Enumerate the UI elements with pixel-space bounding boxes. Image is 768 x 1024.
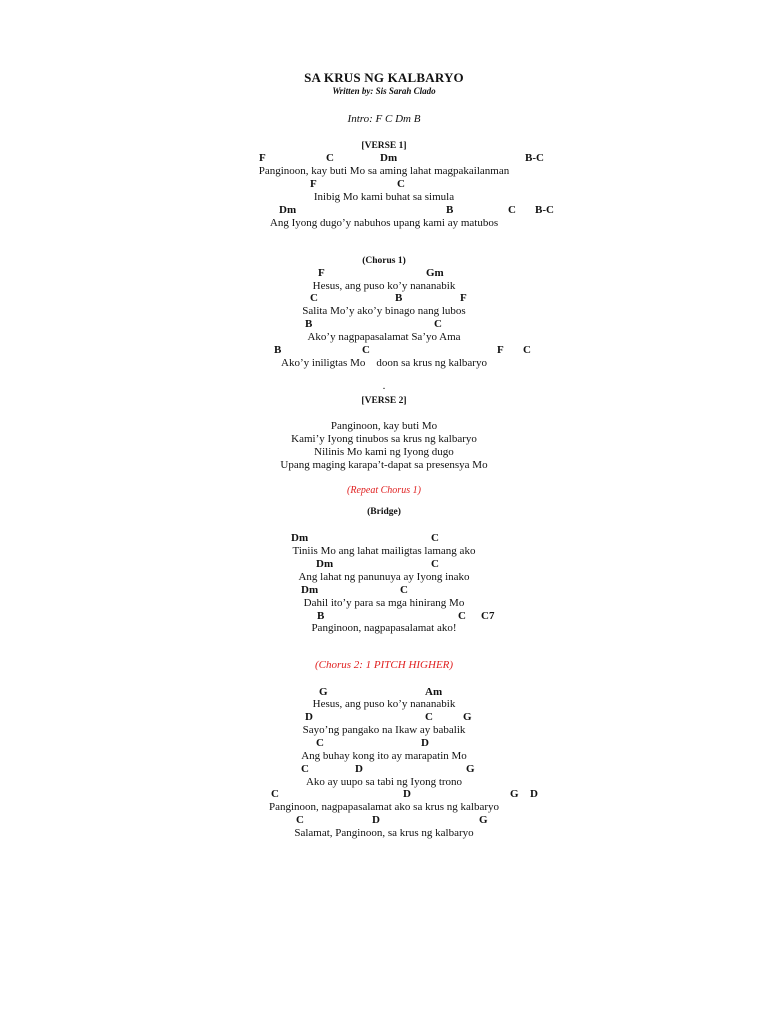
- song-author: Written by: Sis Sarah Clado: [332, 86, 436, 96]
- chord: C: [431, 532, 439, 544]
- chord: Dm: [291, 532, 309, 544]
- lyric-line: Panginoon, kay buti Mo sa aming lahat magpakailanman: [258, 165, 510, 177]
- lyric-line: Ako ay uupo sa tabi ng Iyong trono: [305, 776, 463, 788]
- lyric-line: Panginoon, nagpapasalamat ako sa krus ng kalbaryo: [268, 801, 500, 813]
- chord: C: [458, 610, 466, 622]
- lyric-line: Nilinis Mo kami ng Iyong dugo: [314, 446, 454, 458]
- verse2-label: [VERSE 2]: [361, 396, 407, 406]
- chord: Dm: [316, 558, 334, 570]
- chord: F: [318, 267, 325, 279]
- chord: B: [305, 318, 313, 330]
- lyric-line: Dahil ito’y para sa mga hinirang Mo: [303, 597, 465, 609]
- chord: G: [463, 711, 472, 723]
- lyric-line: Sayo’ng pangako na Ikaw ay babalik: [302, 724, 466, 736]
- chord: B: [446, 204, 454, 216]
- lyric-line: Ako’y nagpapasalamat Sa’yo Ama: [307, 331, 461, 343]
- chord: B-C: [525, 152, 544, 164]
- chord: D: [421, 737, 429, 749]
- chord: B: [317, 610, 325, 622]
- song-title: SA KRUS NG KALBARYO: [304, 70, 464, 85]
- chord: C7: [481, 610, 495, 622]
- chord: G: [466, 763, 475, 775]
- lyric-line: Salamat, Panginoon, sa krus ng kalbaryo: [294, 827, 474, 839]
- chord: C: [301, 763, 309, 775]
- chorus1-label: (Chorus 1): [362, 256, 406, 266]
- lyric-line: Panginoon, nagpapasalamat ako!: [311, 622, 457, 634]
- chorus2-label: (Chorus 2: 1 PITCH HIGHER): [314, 659, 454, 671]
- chord: Dm: [380, 152, 398, 164]
- lyric-line: Panginoon, kay buti Mo: [330, 420, 438, 432]
- repeat-chorus-note: (Repeat Chorus 1): [347, 485, 421, 496]
- lyric-line: Ako’y iniligtas Mo doon sa krus ng kalbaryo: [281, 357, 487, 369]
- chord: C: [326, 152, 334, 164]
- chord: C: [310, 292, 318, 304]
- chord: G: [479, 814, 488, 826]
- chord: Gm: [426, 267, 444, 279]
- chord: C: [296, 814, 304, 826]
- chord: Am: [425, 686, 443, 698]
- chord: F: [259, 152, 266, 164]
- lyric-line: Salita Mo’y ako’y binago nang lubos: [302, 305, 466, 317]
- chord: Dm: [279, 204, 297, 216]
- chord: F: [460, 292, 467, 304]
- chord: C: [508, 204, 516, 216]
- chord: G: [510, 788, 519, 800]
- chord: C: [425, 711, 433, 723]
- chord: C: [400, 584, 408, 596]
- lyric-line: Ang lahat ng panunuya ay Iyong inako: [298, 571, 470, 583]
- chord: F: [497, 344, 504, 356]
- lyric-line: Ang buhay kong ito ay marapatin Mo: [301, 750, 467, 762]
- lyric-line: Upang maging karapa’t-dapat sa presensya Mo: [280, 459, 488, 471]
- chord: C: [434, 318, 442, 330]
- chord: B: [274, 344, 282, 356]
- lyric-line: Hesus, ang puso ko’y nananabik: [312, 698, 456, 710]
- lyric-line: Tiniis Mo ang lahat mailigtas lamang ako: [292, 545, 476, 557]
- verse1-label: [VERSE 1]: [361, 141, 407, 151]
- chord: D: [403, 788, 411, 800]
- intro-line: Intro: F C Dm B: [347, 113, 421, 125]
- separator-dot: .: [382, 380, 386, 392]
- chord: C: [362, 344, 370, 356]
- chord: C: [397, 178, 405, 190]
- chord: D: [372, 814, 380, 826]
- chord: B: [395, 292, 403, 304]
- lyric-line: Hesus, ang puso ko’y nananabik: [312, 280, 456, 292]
- chord: C: [523, 344, 531, 356]
- chord: B-C: [535, 204, 554, 216]
- chord: D: [355, 763, 363, 775]
- chord: G: [319, 686, 328, 698]
- lyric-line: Kami’y Iyong tinubos sa krus ng kalbaryo: [291, 433, 477, 445]
- chord: C: [431, 558, 439, 570]
- chord: C: [271, 788, 279, 800]
- lyric-line: Inibig Mo kami buhat sa simula: [313, 191, 455, 203]
- chord: D: [305, 711, 313, 723]
- bridge-label: (Bridge): [367, 507, 401, 517]
- chord: C: [316, 737, 324, 749]
- chord: F: [310, 178, 317, 190]
- chord: D: [530, 788, 538, 800]
- lyric-line: Ang Iyong dugo’y nabuhos upang kami ay matubos: [269, 217, 499, 229]
- chord: Dm: [301, 584, 319, 596]
